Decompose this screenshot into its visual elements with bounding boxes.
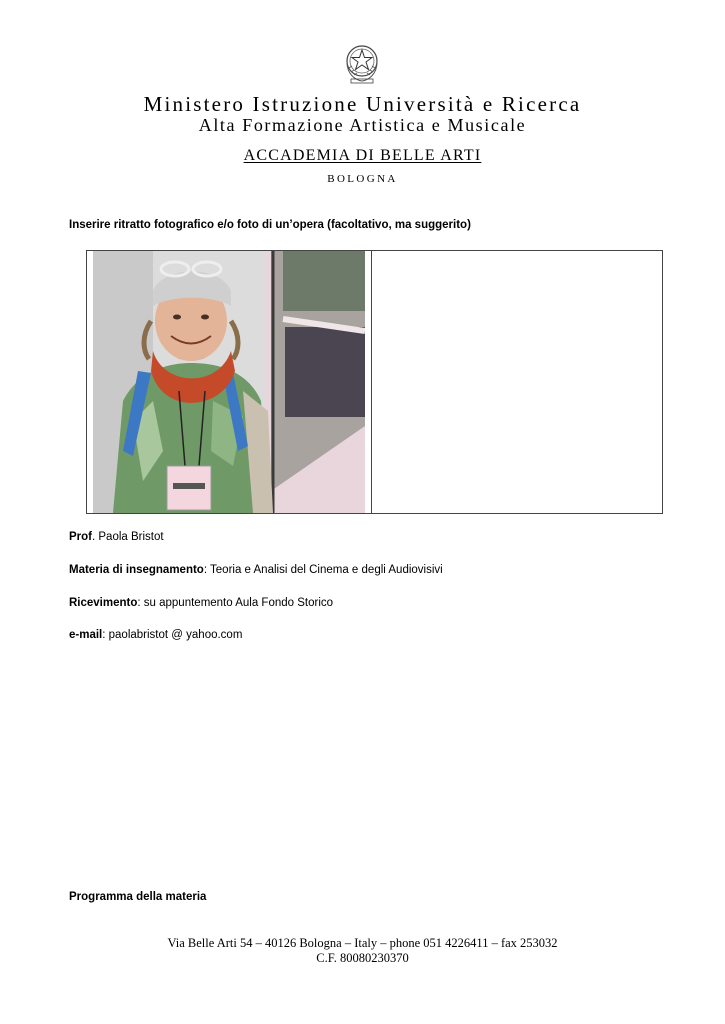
italian-republic-emblem-icon — [341, 40, 383, 86]
footer-address: Via Belle Arti 54 – 40126 Bologna – Italy – phone 051 4226411 – fax 253032 — [167, 936, 558, 950]
academy-title: ACCADEMIA DI BELLE ARTI — [243, 147, 482, 164]
table-divider — [371, 251, 372, 513]
subject-label: Materia di insegnamento — [69, 564, 204, 576]
professor-line — [69, 531, 164, 543]
email-value: : paolabristot @ yahoo.com — [102, 629, 243, 641]
reception-line — [69, 597, 333, 609]
footer-tax-code: C.F. 80080230370 — [316, 951, 409, 965]
photo-instruction: Inserire ritratto fotografico e/o foto di un’opera (facoltativo, ma suggerito) — [69, 219, 471, 231]
reception-value: : su appuntemento Aula Fondo Storico — [137, 597, 334, 609]
reception-label: Ricevimento — [69, 597, 138, 609]
subject-value: : Teoria e Analisi del Cinema e degli Audiovisivi — [203, 564, 443, 576]
email-line — [69, 629, 242, 641]
city-title: BOLOGNA — [327, 173, 398, 185]
division-title: Alta Formazione Artistica e Musicale — [198, 115, 527, 135]
portrait-photo — [93, 251, 365, 513]
professor-label: Prof — [69, 531, 92, 543]
ministry-title: Ministero Istruzione Università e Ricerca — [143, 92, 582, 116]
subject-line — [69, 564, 443, 576]
email-label: e-mail — [69, 629, 103, 641]
program-heading: Programma della materia — [69, 891, 207, 903]
professor-name: . Paola Bristot — [92, 531, 164, 543]
